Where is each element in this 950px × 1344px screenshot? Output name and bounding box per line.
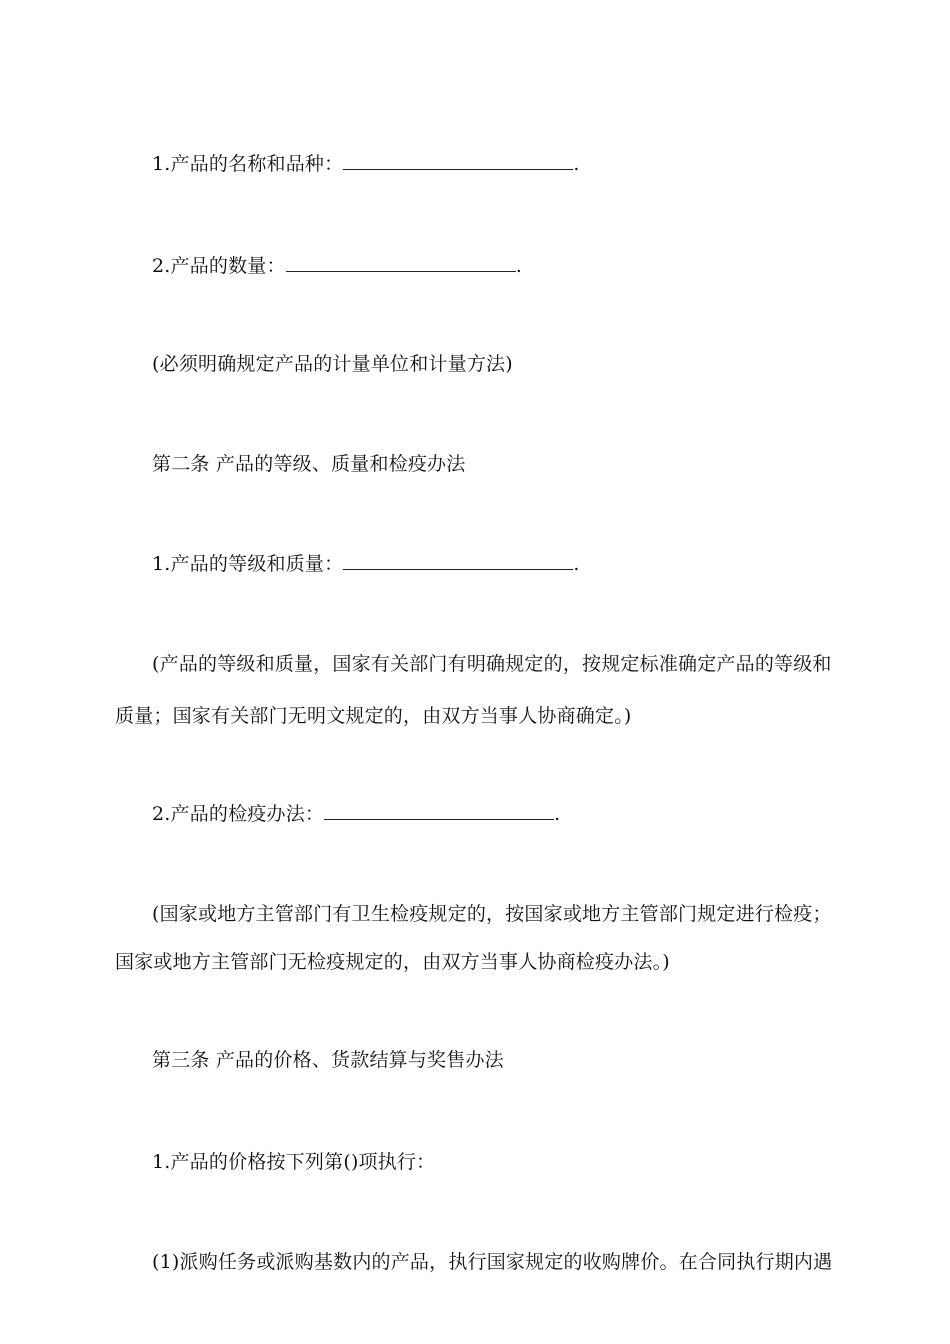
product-name-line bbox=[152, 152, 580, 176]
quarantine-method-label: 2.产品的检疫办法： bbox=[152, 803, 325, 825]
product-name-blank[interactable] bbox=[343, 153, 573, 170]
quarantine-note-line-2: 国家或地方主管部门无检疫规定的，由双方当事人协商检疫办法。) bbox=[115, 951, 670, 973]
product-quantity-line bbox=[152, 254, 522, 278]
product-quantity-blank[interactable] bbox=[286, 255, 516, 272]
quarantine-note-line-1: (国家或地方主管部门有卫生检疫规定的，按国家或地方主管部门规定进行检疫； bbox=[152, 903, 832, 925]
grade-note-line-2: 质量；国家有关部门无明文规定的，由双方当事人协商确定。) bbox=[115, 705, 632, 727]
product-quantity-period: . bbox=[515, 255, 522, 277]
quarantine-method-line bbox=[152, 802, 560, 826]
grade-quality-blank[interactable] bbox=[343, 553, 573, 570]
article-2-heading: 第二条 产品的等级、质量和检疫办法 bbox=[152, 453, 466, 475]
grade-quality-line bbox=[152, 552, 580, 576]
price-item-line: 1.产品的价格按下列第()项执行： bbox=[152, 1151, 436, 1173]
article-3-heading: 第三条 产品的价格、货款结算与奖售办法 bbox=[152, 1049, 504, 1071]
product-name-label: 1.产品的名称和品种： bbox=[152, 153, 344, 175]
grade-quality-label: 1.产品的等级和质量： bbox=[152, 553, 344, 575]
product-quantity-label: 2.产品的数量： bbox=[152, 255, 286, 277]
grade-note-line-1: (产品的等级和质量，国家有关部门有明确规定的，按规定标准确定产品的等级和 bbox=[152, 653, 832, 675]
quarantine-method-period: . bbox=[554, 803, 561, 825]
price-subitem-1-line: (1)派购任务或派购基数内的产品，执行国家规定的收购牌价。在合同执行期内遇 bbox=[152, 1251, 833, 1273]
quarantine-method-blank[interactable] bbox=[324, 803, 554, 820]
product-name-period: . bbox=[573, 153, 580, 175]
measurement-note: (必须明确规定产品的计量单位和计量方法) bbox=[152, 353, 513, 375]
grade-quality-period: . bbox=[573, 553, 580, 575]
